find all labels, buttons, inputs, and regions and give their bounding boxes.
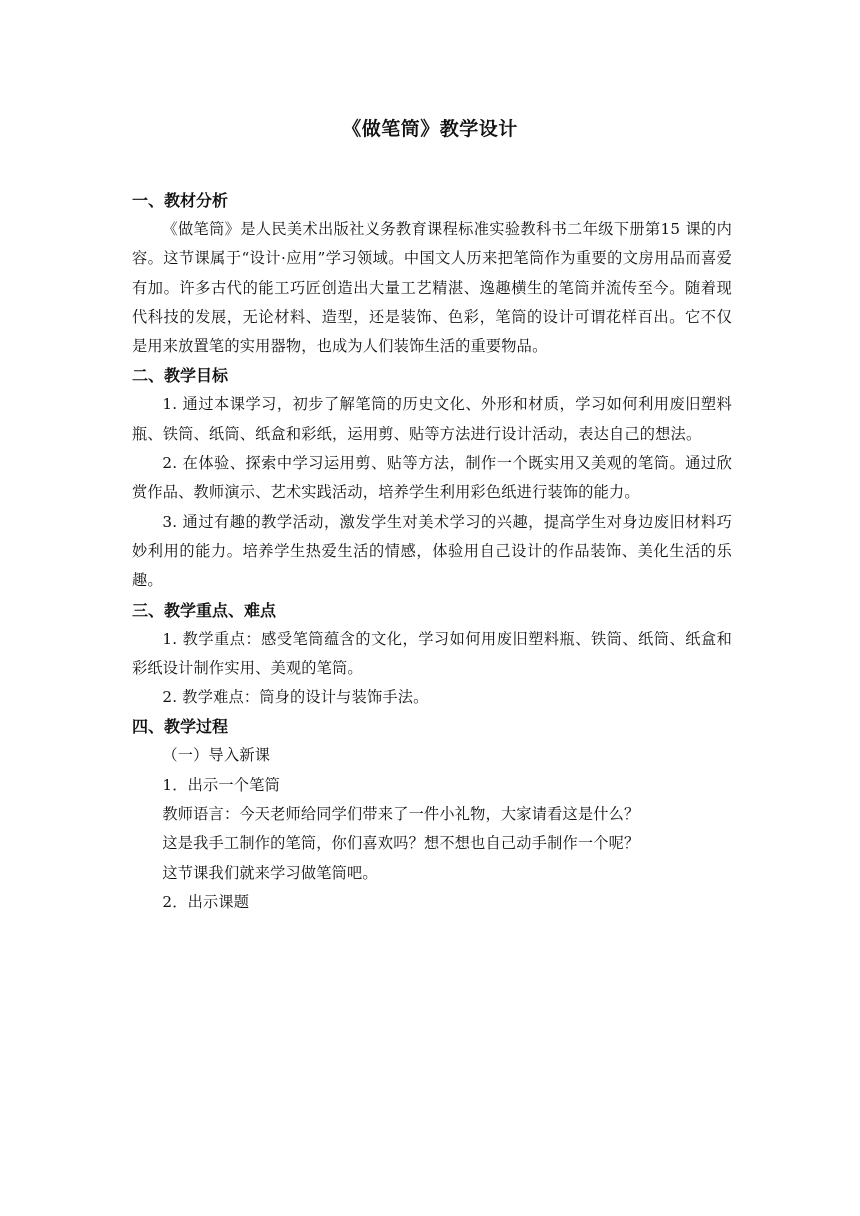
paragraph: 《做笔筒》是人民美术出版社义务教育课程标准实验教科书二年级下册第15 课的内容。这节课属于“设计·应用”学习领域。中国文人历来把笔筒作为重要的文房用品而喜爱有加。许多古代的能工巧匠创造出大量工艺精湛、逸趣横生的笔筒并流传至今。随着现代科技的发展，无论材料、造型，还是装饰、色彩，笔筒的设计可谓花样百出。它不仅是用来放置笔的实用器物，也成为人们装饰生活的重要物品。: [132, 220, 732, 356]
paragraph: 1. 教学重点：感受笔筒蕴含的文化，学习如何用废旧塑料瓶、铁筒、纸筒、纸盒和彩纸设计制作实用、美观的笔筒。: [132, 629, 732, 677]
section-teaching-process: [132, 712, 732, 917]
section-key-points: [132, 596, 732, 713]
section-heading: 四、教学过程: [132, 717, 229, 737]
step-item: 2．出示课题: [162, 892, 250, 911]
section-teaching-goals: [132, 361, 732, 595]
section-heading: 三、教学重点、难点: [132, 600, 277, 620]
teacher-speech: 教师语言：今天老师给同学们带来了一件小礼物，大家请看这是什么？: [162, 805, 640, 824]
section-heading: 二、教学目标: [132, 366, 229, 386]
step-item: 1．出示一个笔筒: [162, 775, 280, 794]
document-title: 《做笔筒》教学设计: [342, 118, 518, 140]
section-heading: 一、教材分析: [132, 191, 229, 210]
paragraph: 2. 在体验、探索中学习运用剪、贴等方法，制作一个既实用又美观的笔筒。通过欣赏作品、教师演示、艺术实践活动，培养学生利用彩色纸进行装饰的能力。: [132, 454, 732, 502]
teacher-speech: 这是我手工制作的笔筒，你们喜欢吗？想不想也自己动手制作一个呢？: [162, 834, 640, 853]
subheading: （一）导入新课: [162, 746, 271, 765]
paragraph: 2. 教学难点：筒身的设计与装饰手法。: [162, 688, 429, 707]
paragraph: 1. 通过本课学习，初步了解笔筒的历史文化、外形和材质，学习如何利用废旧塑料瓶、铁筒、纸筒、纸盒和彩纸，运用剪、贴等方法进行设计活动，表达自己的想法。: [132, 395, 732, 443]
document-body: [132, 186, 732, 917]
teacher-speech: 这节课我们就来学习做笔筒吧。: [162, 863, 378, 882]
paragraph: 3. 通过有趣的教学活动，激发学生对美术学习的兴趣，提高学生对身边废旧材料巧妙利用的能力。培养学生热爱生活的情感，体验用自己设计的作品装饰、美化生活的乐趣。: [132, 512, 732, 590]
section-textbook-analysis: [132, 186, 732, 361]
